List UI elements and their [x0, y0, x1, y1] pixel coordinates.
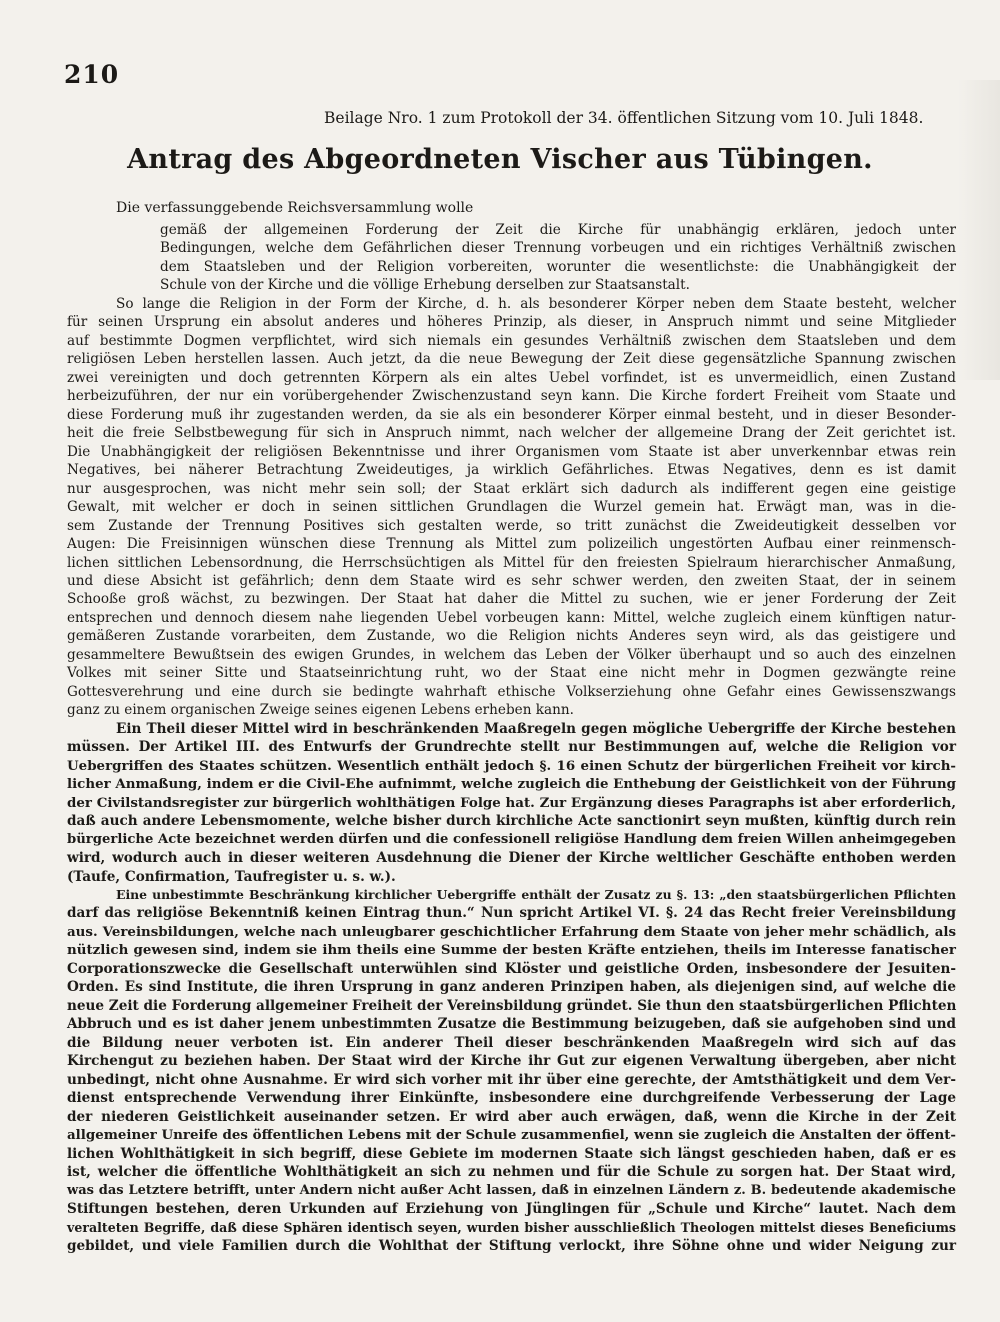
- text-line: dem Staatsleben und der Religion vorbereiten, worunter die wesentlichste: die Unabhängigkeit der: [160, 259, 956, 275]
- text-line: Gottesverehrung und eine durch sie bedingte wahrhaft ethische Volkserziehung ohne Gefahr eines Gewissenszwangs: [67, 684, 956, 700]
- supplement-header: Beilage Nro. 1 zum Protokoll der 34. öffentlichen Sitzung vom 10. Juli 1848.: [324, 109, 924, 127]
- text-line: heit die freie Selbstbewegung für sich in Anspruch nimmt, nach welcher der allgemeine Drang der Zeit gerichtet ist.: [67, 425, 956, 441]
- text-line: ist, welcher die öffentliche Wohlthätigkeit an sich zu nehmen und für die Schule zu sorgen hat. Der Staat wird,: [67, 1164, 956, 1180]
- text-line: Augen: Die Freisinnigen wünschen diese Trennung als Mittel zum polizeilich ungestörten Aufbau einer reinmensch-: [67, 536, 956, 552]
- text-line: unbedingt, nicht ohne Ausnahme. Er wird sich vorher mit ihr über eine gerechte, der Amtsthätigkeit und dem Ver-: [67, 1072, 956, 1088]
- text-line: darf das religiöse Bekenntniß keinen Eintrag thun.“ Nun spricht Artikel VI. §. 24 das Recht freier Vereinsbildung: [67, 905, 956, 921]
- text-line: licher Anmaßung, indem er die Civil-Ehe aufnimmt, welche zugleich die Enthebung der Geistlichkeit von der Führung: [67, 776, 956, 792]
- text-line: Orden. Es sind Institute, die ihren Ursprung in ganz anderen Prinzipen haben, als diejenigen sind, auf welche die: [67, 979, 956, 995]
- text-line: Kirchengut zu beziehen haben. Der Staat wird der Kirche ihr Gut zur eigenen Verwaltung übergeben, aber nicht: [67, 1053, 956, 1069]
- text-line: was das Letztere betrifft, unter Andern nicht außer Acht lassen, daß in einzelnen Ländern z. B. bedeutende akademische: [67, 1183, 956, 1198]
- text-line: gemäß der allgemeinen Forderung der Zeit die Kirche für unabhängig erklären, jedoch unter: [160, 222, 956, 238]
- text-line: Negatives, bei näherer Betrachtung Zweideutiges, ja wirklich Gefährliches. Etwas Negatives, denn es ist damit: [67, 462, 956, 478]
- text-line: lichen sittlichen Lebensordnung, die Herrschsüchtigen als Mittel für den freiesten Spielraum hierarchischer Anmaßung,: [67, 555, 956, 571]
- text-line: der niederen Geistlichkeit auseinander setzen. Er wird aber auch erwägen, daß, wenn die Kirche in der Zeit: [67, 1109, 956, 1125]
- intro-line: Die verfassunggebende Reichsversammlung wolle: [116, 200, 474, 216]
- text-line: und diese Absicht ist gefährlich; denn dem Staate wird es sehr schwer werden, den zweiten Staat, der in seinem: [67, 573, 956, 589]
- text-line: entsprechen und dennoch diesem nahe liegenden Uebel vorbeugen kann: Mittel, welche zugleich einem künftigen natur-: [67, 610, 956, 626]
- text-line: Gewalt, mit welcher er doch in seinen sittlichen Grundlagen die Wurzel gemein hat. Erwägt man, was in die-: [67, 499, 956, 515]
- text-line: zwei vereinigten und doch getrennten Körpern als ein altes Uebel vorfindet, ist es unvermeidlich, einen Zustand: [67, 370, 956, 386]
- text-line: Schule von der Kirche und die völlige Erhebung derselben zur Staatsanstalt.: [160, 277, 690, 293]
- text-line: Bedingungen, welche dem Gefährlichen dieser Trennung vorbeugen und ein richtiges Verhältniß zwischen: [160, 240, 956, 256]
- text-line: dienst entsprechende Verwendung ihrer Einkünfte, insbesondere eine durchgreifende Verbesserung der Lage: [67, 1090, 956, 1106]
- text-line: daß auch andere Lebensmomente, welche bisher durch kirchliche Acte sanctionirt seyn mußten, künftig durch rein: [67, 813, 956, 829]
- text-line: veralteten Begriffe, daß diese Sphären identisch seyen, wurden bisher ausschließlich Theologen mittelst dieses Beneficiums: [67, 1220, 956, 1235]
- text-line: gebildet, und viele Familien durch die Wohlthat der Stiftung verlockt, ihre Söhne ohne und wider Neigung zur: [67, 1238, 956, 1254]
- text-line: Ein Theil dieser Mittel wird in beschränkenden Maaßregeln gegen mögliche Uebergriffe der Kirche bestehen: [116, 721, 956, 737]
- text-line: Die Unabhängigkeit der religiösen Bekenntnisse und ihrer Organismen vom Staate ist aber unverkennbar etwas rein: [67, 444, 956, 460]
- text-line: der Civilstandsregister zur bürgerlich wohlthätigen Folge hat. Zur Ergänzung dieses Paragraphs ist aber erforderlich,: [67, 795, 956, 811]
- text-line: Stiftungen bestehen, deren Urkunden auf Erziehung von Jünglingen für „Schule und Kirche“ lautet. Nach dem: [67, 1201, 956, 1217]
- text-line: gesammeltere Bewußtsein des ewigen Grundes, in welchem das Leben der Völker überhaupt und so auch des einzelnen: [67, 647, 956, 663]
- text-line: diese Forderung muß ihr zugestanden werden, da sie als ein besonderer Körper einmal besteht, und in dieser Besonder-: [67, 407, 956, 423]
- text-line: auf bestimmte Dogmen verpflichtet, wird sich niemals ein gesundes Verhältniß zwischen dem Staatsleben und dem: [67, 333, 956, 349]
- text-line: für seinen Ursprung ein absolut anderes und höheres Prinzip, als dieser, in Anspruch nimmt und seine Mitglieder: [67, 314, 956, 330]
- text-line: religiösen Leben herstellen lassen. Auch jetzt, da die neue Bewegung der Zeit diese gegensätzliche Spannung zwischen: [67, 351, 956, 367]
- text-line: aus. Vereinsbildungen, welche nach unleugbarer geschichtlicher Erfahrung dem Staate von jeher mehr schädlich, als: [67, 924, 956, 940]
- text-line: wird, wodurch auch in dieser weiteren Ausdehnung die Diener der Kirche weltlicher Geschäfte enthoben werden: [67, 850, 956, 866]
- text-line: Volkes mit seiner Sitte und Staatseinrichtung ruht, wo der Staat eine nicht mehr in Dogmen gezwängte reine: [67, 665, 956, 681]
- text-line: nur ausgesprochen, was nicht mehr sein soll; der Staat erklärt sich dadurch als indifferent gegen eine geistige: [67, 481, 956, 497]
- text-line: gemäßeren Zustande vorarbeiten, dem Zustande, wo die Religion nichts Anderes seyn wird, als das geistigere und: [67, 628, 956, 644]
- text-line: (Taufe, Confirmation, Taufregister u. s. w.).: [67, 869, 396, 885]
- text-line: So lange die Religion in der Form der Kirche, d. h. als besonderer Körper neben dem Staate besteht, welcher: [116, 296, 956, 312]
- page-number: 210: [64, 60, 120, 89]
- text-line: Abbruch und es ist daher jenem unbestimmten Zusatze die Bestimmung beizugeben, daß sie aufgehoben sind und: [67, 1016, 956, 1032]
- text-line: die Bildung neuer verboten ist. Ein anderer Theil dieser beschränkenden Maaßregeln wird sich auf das: [67, 1035, 956, 1051]
- text-line: müssen. Der Artikel III. des Entwurfs der Grundrechte stellt nur Bestimmungen auf, welche die Religion vor: [67, 739, 956, 755]
- text-line: herbeizuführen, der nur ein vorübergehender Zwischenzustand seyn kann. Die Kirche fordert Freiheit vom Staate und: [67, 388, 956, 404]
- text-line: Eine unbestimmte Beschränkung kirchlicher Uebergriffe enthält der Zusatz zu §. 13: „den staatsbürgerlichen Pflichten: [116, 887, 956, 902]
- text-line: neue Zeit die Forderung allgemeiner Freiheit der Vereinsbildung gründet. Sie thun den staatsbürgerlichen Pflichten: [67, 998, 957, 1014]
- text-line: allgemeiner Unreife des öffentlichen Lebens mit der Schule zusammenfiel, wenn sie zugleich die Anstalten der öffent-: [67, 1127, 956, 1143]
- text-line: bürgerliche Acte bezeichnet werden dürfen und die confessionell religiöse Handlung dem freien Willen anheimgegeben: [67, 832, 956, 847]
- document-title: Antrag des Abgeordneten Vischer aus Tübingen.: [127, 144, 873, 175]
- text-line: nützlich gewesen sind, indem sie ihm theils eine Summe der besten Kräfte entziehen, theils im Interesse fanatischer: [67, 942, 956, 958]
- text-line: Schooße groß wächst, zu bezwingen. Der Staat hat daher die Mittel zu suchen, wie er jener Forderung der Zeit: [67, 591, 956, 607]
- text-line: Corporationszwecke die Gesellschaft unterwühlen sind Klöster und geistliche Orden, insbesondere der Jesuiten-: [67, 961, 956, 977]
- text-line: ganz zu einem organischen Zweige seines eigenen Lebens erheben kann.: [67, 702, 574, 718]
- text-line: sem Zustande der Trennung Positives sich gestalten werde, so tritt zunächst die Zweideutigkeit desselben vor: [67, 518, 956, 534]
- text-line: Uebergriffen des Staates schützen. Wesentlich enthält jedoch §. 16 einen Schutz der bürgerlichen Freiheit vor kirch-: [67, 758, 956, 774]
- text-line: lichen Wohlthätigkeit in sich begriff, diese Gebiete im modernen Staate sich längst geschieden haben, daß er es: [67, 1146, 956, 1162]
